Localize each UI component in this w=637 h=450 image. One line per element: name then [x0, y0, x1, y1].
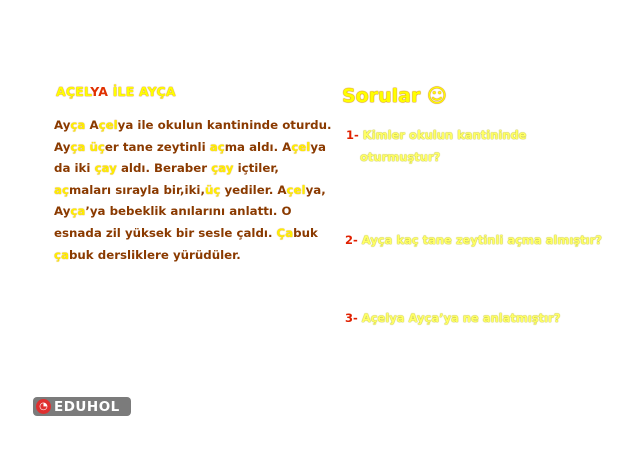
questions-title: Sorular ☺: [342, 85, 447, 107]
story-text-segment: ma aldı. A: [224, 139, 292, 154]
story-text-segment: ya,: [305, 182, 326, 197]
story-title-part3: İLE AY: [112, 84, 157, 99]
story-title: [56, 84, 176, 99]
question-text: Kimler okulun kantininde: [362, 128, 527, 142]
story-line: [54, 180, 324, 202]
story-text-segment: ya ile okulun kantininde oturdu.: [117, 118, 332, 132]
story-title-part4: ÇA: [156, 84, 176, 99]
story-line: [54, 137, 327, 159]
highlighted-syllable: çay: [94, 161, 117, 176]
story-text-segment: ya: [310, 139, 327, 154]
story-text-segment: buk dersliklere yürüdüler.: [68, 247, 241, 262]
story-text-segment: da iki: [54, 161, 95, 176]
story-line: [54, 201, 324, 223]
highlighted-syllable: üç: [89, 139, 105, 154]
highlighted-syllable: ça: [70, 118, 86, 132]
story-line: [54, 245, 324, 267]
story-text-segment: Ay: [54, 204, 71, 219]
highlighted-syllable: Ça: [276, 225, 294, 240]
highlighted-syllable: çay: [211, 161, 234, 176]
eduhol-logo: [33, 397, 131, 416]
highlighted-syllable: üç: [204, 182, 221, 197]
highlighted-syllable: aç: [54, 182, 69, 197]
story-text-segment: Ay: [54, 139, 71, 154]
eduhol-logo-icon: ◔: [36, 399, 51, 414]
story-text-segment: yediler. A: [220, 182, 287, 197]
highlighted-syllable: ça: [70, 204, 86, 219]
question-3: [345, 311, 560, 325]
highlighted-syllable: ça: [54, 247, 69, 262]
eduhol-logo-text: EDUHOL: [54, 398, 120, 415]
story-title-part2: YA: [90, 84, 113, 99]
story-text-segment: aldı. Beraber: [116, 161, 212, 176]
question-text: Ayça kaç tane zeytinli açma almıştır?: [361, 233, 602, 247]
story-text-segment: Ay: [54, 118, 71, 132]
story-text-segment: içtiler,: [233, 161, 279, 176]
question-text-continued: oturmuştur?: [360, 150, 441, 164]
story-text-segment: ’ya bebeklik anılarını anlattı. O: [85, 204, 292, 219]
story-line: [54, 223, 324, 245]
story-text-segment: esnada zil yüksek bir sesle çaldı.: [54, 225, 277, 240]
highlighted-syllable: çel: [98, 118, 118, 132]
question-number: 1-: [346, 128, 359, 142]
highlighted-syllable: ça: [70, 139, 86, 154]
story-text-segment: buk: [293, 225, 318, 240]
question-text: Açelya Ayça’ya ne anlatmıştır?: [361, 311, 561, 325]
story-text-segment: er tane zeytinli: [104, 139, 210, 154]
question-2: [345, 233, 602, 247]
story-line: [54, 115, 332, 137]
question-1: [346, 124, 556, 168]
highlighted-syllable: çel: [291, 139, 311, 154]
story-text-segment: A: [85, 118, 99, 132]
story-line: [54, 158, 324, 180]
question-number: 3-: [345, 311, 358, 325]
story-title-part1: AÇEL: [56, 84, 91, 99]
story-text: [54, 115, 332, 266]
highlighted-syllable: çel: [286, 182, 306, 197]
highlighted-syllable: aç: [209, 139, 225, 154]
question-number: 2-: [345, 233, 358, 247]
story-text-segment: maları sırayla bir,iki,: [68, 182, 205, 197]
